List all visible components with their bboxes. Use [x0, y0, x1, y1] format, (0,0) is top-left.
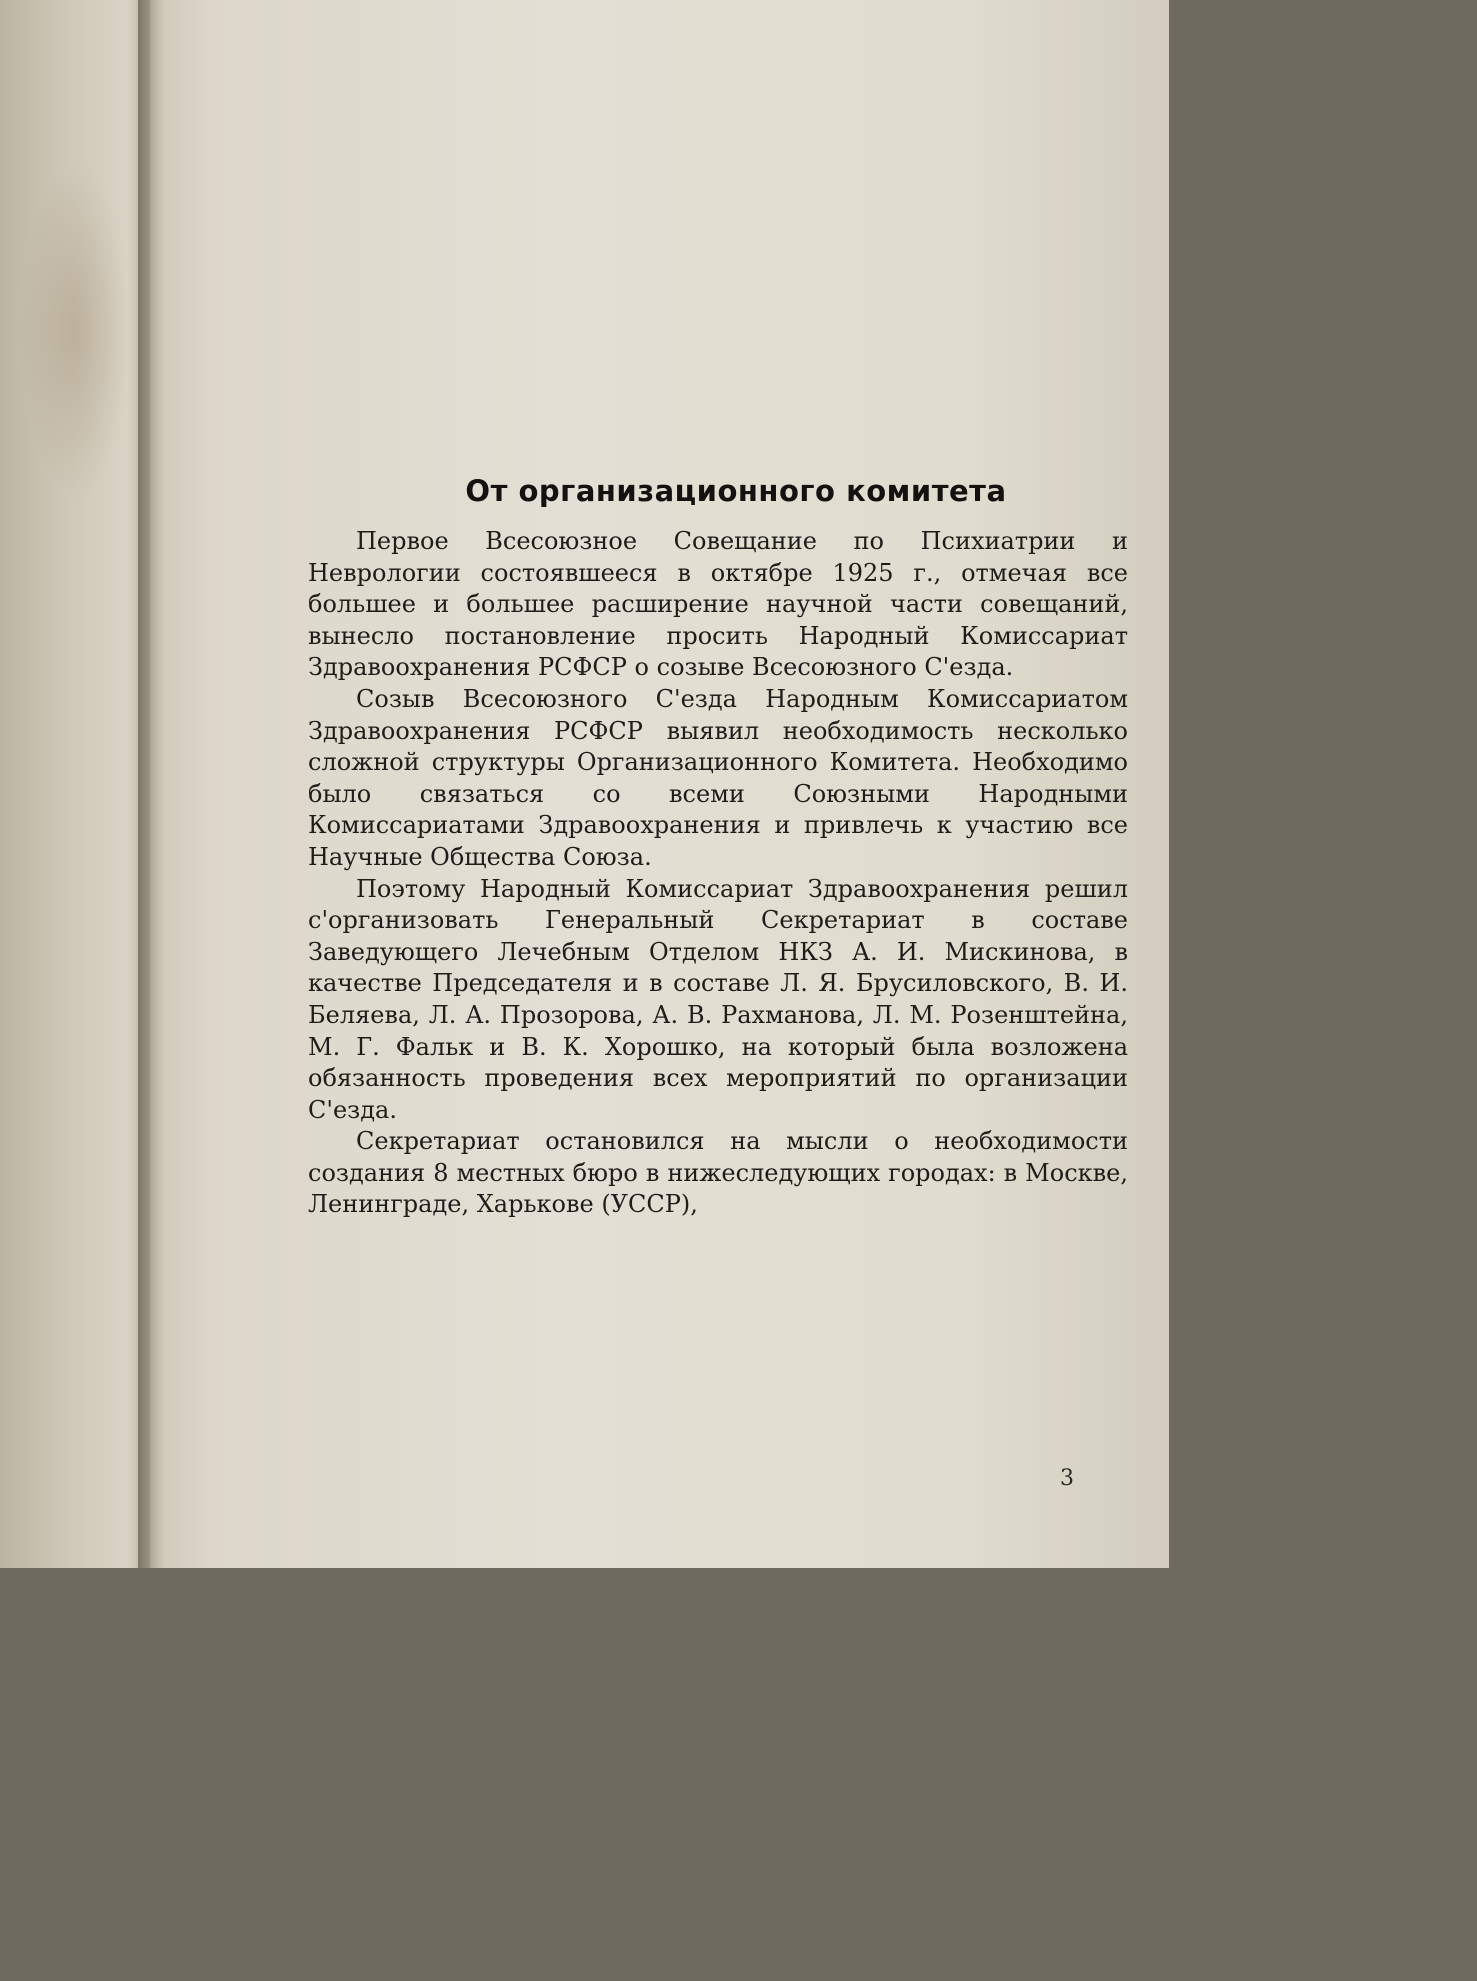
- page-stain: [20, 160, 130, 500]
- page-content: [308, 474, 1128, 1221]
- paragraph-2: Созыв Всесоюзного С'езда Народным Комиссариатом Здравоохранения РСФСР выявил необходимость несколько сложной структуры Организационного Комитета. Необходимо было связаться со всеми Союзными Народными Комиссариатами Здравоохранения и привлечь к участию все Научные Общества Союза.: [308, 684, 1128, 871]
- page-number: 3: [1060, 1466, 1074, 1491]
- page-title: От организационного комитета: [465, 474, 1007, 508]
- paragraph-1: Первое Всесоюзное Совещание по Психиатрии и Неврологии состоявшееся в октябре 1925 г., отмечая все большее и большее расширение научной части совещаний, вынесло постановление просить Народный Комиссариат Здравоохранения РСФСР о созыве Всесоюзного С'езда.: [308, 527, 1128, 682]
- paragraph-4: Секретариат остановился на мысли о необходимости создания 8 местных бюро в нижеследующих городах: в Москве, Ленинграде, Харькове (УССР),: [308, 1127, 1128, 1219]
- book-gutter: [138, 0, 164, 1568]
- paragraph-3: Поэтому Народный Комиссариат Здравоохранения решил с'организовать Генеральный Секретариат в составе Заведующего Лечебным Отделом НКЗ А. И. Мискинова, в качестве Председателя и в составе Л. Я. Брусиловского, В. И. Беляева, Л. А. Прозорова, А. В. Рахманова, Л. М. Розенштейна, М. Г. Фальк и В. К. Хорошко, на который была возложена обязанность проведения всех мероприятий по организации С'езда.: [308, 874, 1128, 1124]
- bleed-through-text: [210, 182, 1130, 213]
- book-page: [150, 0, 1169, 1568]
- facing-page: [0, 0, 150, 1568]
